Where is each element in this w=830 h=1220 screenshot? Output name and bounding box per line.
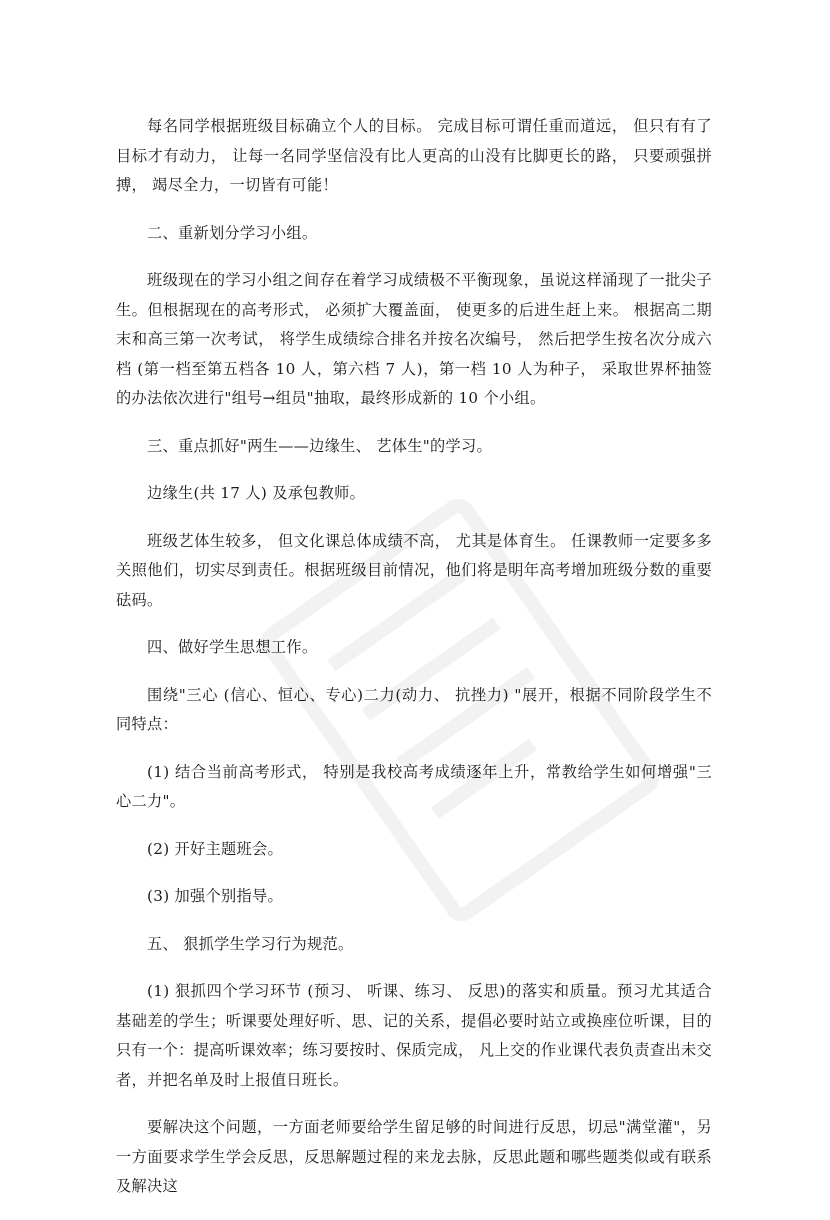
paragraph-study-groups: 班级现在的学习小组之间存在着学习成绩极不平衡现象，虽说这样涌现了一批尖子生。但根据现在的高考形式， 必须扩大覆盖面， 使更多的后进生赶上来。 根据高二期末和高三第一次考试， 将学生成绩综合排名并按名次编号， 然后把学生按名次分成六档 (第一档至第五档各 10 人，第六档 7 人)，第一档 10 人为种子， 采取世界杯抽签的办法依次进行"组号→组员"抽取，最终形成新的 10 个小组。	[116, 271, 712, 407]
list-item-2: (2) 开好主题班会。	[147, 839, 283, 858]
paragraph-three-hearts-two-forces: 围绕"三心 (信心、恒心、专心)二力(动力、 抗挫力) "展开，根据不同阶段学生不同特点：	[116, 685, 712, 733]
heading-two-student-types: 三、重点抓好"两生——边缘生、 艺体生"的学习。	[147, 436, 492, 455]
paragraph-reflection: 要解决这个问题，一方面老师要给学生留足够的时间进行反思，切忌"满堂灌"，另一方面要求学生学会反思，反思解题过程的来龙去脉，反思此题和哪些题类似或有联系及解决这	[116, 1118, 712, 1195]
heading-learning-behavior: 五、 狠抓学生学习行为规范。	[147, 934, 354, 953]
paragraph-arts-sports-students: 班级艺体生较多， 但文化课总体成绩不高， 尤其是体育生。 任课教师一定要多多关照他们，切实尽到责任。根据班级目前情况，他们将是明年高考增加班级分数的重要砝码。	[116, 531, 712, 609]
list-item-1: (1) 结合当前高考形式， 特别是我校高考成绩逐年上升，常教给学生如何增强"三心二力"。	[116, 762, 712, 810]
document-body	[116, 112, 712, 1220]
paragraph-personal-goals: 每名同学根据班级目标确立个人的目标。 完成目标可谓任重而道远， 但只有有了目标才有动力， 让每一名同学坚信没有比人更高的山没有比脚更长的路， 只要顽强拼搏， 竭尽全力，一切皆有可能！	[116, 117, 712, 194]
paragraph-four-learning-steps: (1) 狠抓四个学习环节 (预习、 听课、练习、 反思)的落实和质量。预习尤其适合基础差的学生；听课要处理好听、思、记的关系，提倡必要时站立或换座位听课，目的只有一个：提高听课效率；练习要按时、保质完成， 凡上交的作业课代表负责查出未交者，并把名单及时上报值日班长。	[116, 982, 712, 1089]
heading-regroup-study-groups: 二、重新划分学习小组。	[147, 223, 318, 242]
heading-student-mindset: 四、做好学生思想工作。	[147, 638, 318, 656]
paragraph-marginal-students: 边缘生(共 17 人) 及承包教师。	[147, 484, 366, 502]
list-item-3: (3) 加强个别指导。	[147, 887, 283, 905]
